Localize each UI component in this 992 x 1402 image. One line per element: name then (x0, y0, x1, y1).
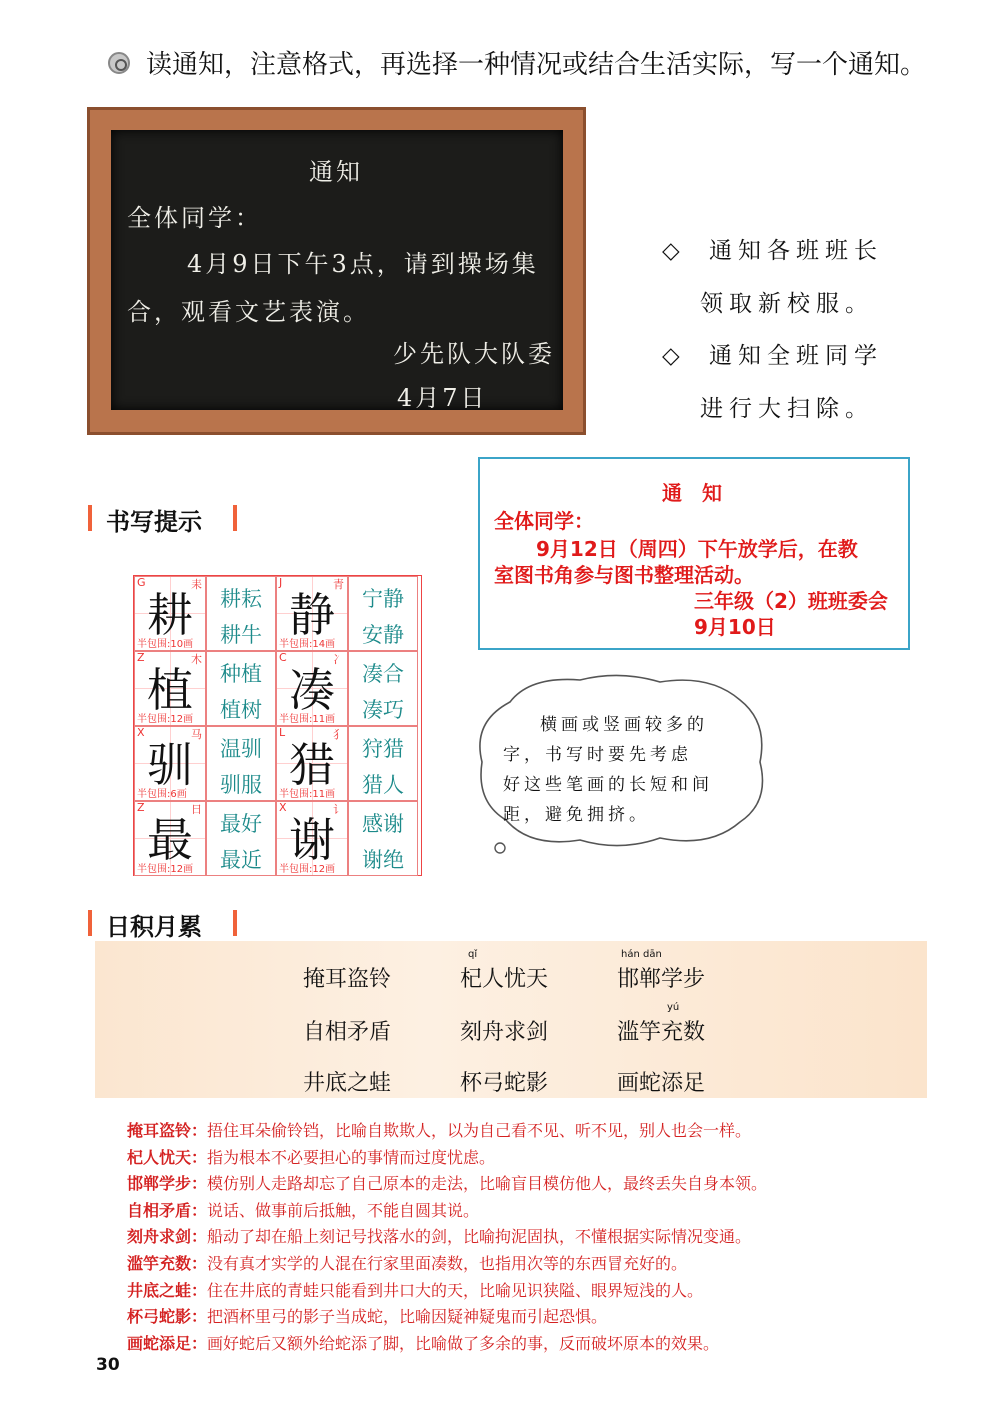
word: 耕耘 (220, 587, 262, 611)
word: 谢绝 (362, 848, 404, 872)
pinyin-initial: Z (137, 801, 145, 814)
pinyin-initial: L (279, 726, 286, 739)
idiom: 刻舟求剑 (460, 1020, 549, 1045)
tip-line2: 字，书写时要先考虑 (503, 745, 692, 765)
radical: 耒 (191, 578, 202, 591)
blackboard-surface (111, 130, 563, 410)
word-cell (348, 726, 418, 801)
word-cell (348, 801, 418, 876)
tip-line3: 好这些笔画的长短和间 (503, 775, 713, 795)
word: 种植 (220, 662, 262, 686)
pinyin-initial: X (279, 801, 287, 814)
idiom: 邯郸学步 (617, 967, 706, 992)
character-cell (134, 651, 206, 726)
character: 静 (289, 588, 335, 642)
word-cell (206, 651, 276, 726)
idiom-definition: 邯郸学步：模仿别人走路却忘了自己原本的走法，比喻盲目模仿他人，最终丢失自身本领。 (127, 1174, 768, 1194)
accumulation-title: 日积月累 (106, 913, 202, 941)
pinyin-initial: J (279, 576, 283, 589)
idiom: 自相矛盾 (303, 1020, 392, 1045)
section-bar-right (233, 910, 237, 936)
stroke-count: 半包围:12画 (137, 864, 194, 875)
pinyin-initial: Z (137, 651, 145, 664)
sample-notice-body-line1: 9月12日（周四）下午放学后，在教 (536, 537, 858, 561)
sample-notice-box (478, 457, 910, 650)
blackboard-body-line1: 4月9日下午3点，请到操场集 (187, 250, 539, 278)
idiom-definition: 自相矛盾：说话、做事前后抵触，不能自圆其说。 (127, 1200, 480, 1220)
idiom-definition: 杯弓蛇影：把酒杯里弓的影子当成蛇，比喻因疑神疑鬼而引起恐惧。 (127, 1307, 608, 1327)
word: 凑合 (362, 662, 404, 686)
task-2-line2: 进行大扫除。 (700, 396, 874, 422)
idiom: 掩耳盗铃 (303, 967, 392, 992)
word-cell (348, 651, 418, 726)
sample-notice-signature: 三年级（2）班班委会 (694, 589, 888, 613)
stroke-count: 半包围:11画 (279, 789, 336, 800)
word: 狩猎 (362, 737, 404, 761)
idiom-definition: 掩耳盗铃：捂住耳朵偷铃铛，比喻自欺欺人，以为自己看不见、听不见，别人也会一样。 (127, 1121, 752, 1140)
writing-tips-title: 书写提示 (106, 508, 202, 536)
radical: 讠 (333, 803, 344, 816)
idiom: 井底之蛙 (303, 1071, 392, 1096)
idiom-definition: 杞人忧天：指为根本不必要担心的事情而过度忧虑。 (127, 1147, 496, 1167)
blackboard-title: 通知 (309, 158, 363, 186)
idiom-pinyin: yú (667, 1002, 680, 1013)
idiom-definition: 画蛇添足：画好蛇后又额外给蛇添了脚，比喻做了多余的事，反而破坏原本的效果。 (127, 1333, 720, 1353)
character-cell (276, 651, 348, 726)
character-cell (276, 726, 348, 801)
blackboard-body-line2: 合，观看文艺表演。 (127, 298, 370, 326)
blackboard (87, 107, 586, 435)
tip-line1: 横画或竖画较多的 (540, 715, 708, 735)
character: 凑 (289, 663, 335, 717)
radical: 木 (191, 653, 202, 666)
section-bar-left (88, 910, 92, 936)
character-cell (276, 576, 348, 651)
radical: 犭 (333, 728, 344, 741)
character-grid (133, 575, 422, 876)
sample-notice-date: 9月10日 (694, 615, 776, 639)
instruction-text: 读通知，注意格式，再选择一种情况或结合生活实际，写一个通知。 (146, 50, 927, 80)
blackboard-date: 4月7日 (397, 384, 488, 412)
section-bullet-icon (108, 52, 130, 74)
pinyin-initial: C (279, 651, 287, 664)
idiom-definition: 刻舟求剑：船动了却在船上刻记号找落水的剑，比喻拘泥固执，不懂根据实际情况变通。 (127, 1227, 752, 1247)
task-1 (662, 232, 883, 265)
character-cell (134, 801, 206, 876)
idiom: 画蛇添足 (617, 1071, 706, 1096)
word-cell (206, 576, 276, 651)
sample-notice-body-line2: 室图书角参与图书整理活动。 (494, 563, 754, 587)
task-1-line1: 通知各班班长 (709, 238, 884, 264)
radical: 日 (191, 803, 202, 816)
stroke-count: 半包围:11画 (279, 714, 336, 725)
stroke-count: 半包围:6画 (137, 789, 187, 800)
idiom-pinyin: qǐ (468, 949, 478, 960)
word-cell (348, 576, 418, 651)
sample-notice-salutation: 全体同学： (494, 509, 594, 533)
word-cell (206, 801, 276, 876)
word: 凑巧 (362, 698, 404, 722)
idiom-pinyin: hán dān (621, 949, 662, 960)
word-cell (206, 726, 276, 801)
diamond-icon: ◇ (662, 238, 686, 264)
stroke-count: 半包围:12画 (279, 864, 336, 875)
idiom: 杯弓蛇影 (460, 1071, 549, 1096)
radical: 冫 (333, 653, 344, 666)
radical: 马 (191, 728, 202, 741)
pinyin-initial: X (137, 726, 145, 739)
character: 植 (147, 663, 193, 717)
blackboard-signature: 少先队大队委 (393, 340, 555, 368)
radical: 青 (333, 578, 344, 591)
character: 驯 (147, 738, 193, 792)
word: 驯服 (220, 773, 262, 797)
blackboard-salutation: 全体同学： (127, 204, 262, 232)
page-number: 30 (96, 1355, 120, 1375)
stroke-count: 半包围:12画 (137, 714, 194, 725)
word: 猎人 (362, 773, 404, 797)
idiom-definition: 井底之蛙：住在井底的青蛙只能看到井口大的天，比喻见识狭隘、眼界短浅的人。 (127, 1280, 704, 1300)
task-1-line2: 领取新校服。 (700, 291, 874, 317)
character: 谢 (289, 813, 335, 867)
word: 宁静 (362, 587, 404, 611)
idiom: 滥竽充数 (617, 1020, 706, 1045)
word: 植树 (220, 698, 262, 722)
section-bar-right (233, 505, 237, 531)
word: 耕牛 (220, 623, 262, 647)
section-bar-left (88, 505, 92, 531)
idiom-definition: 滥竽充数：没有真才实学的人混在行家里面凑数，也指用次等的东西冒充好的。 (127, 1254, 688, 1273)
character: 猎 (289, 738, 335, 792)
stroke-count: 半包围:14画 (279, 639, 336, 650)
word: 温驯 (220, 737, 262, 761)
character-cell (134, 726, 206, 801)
word: 感谢 (362, 812, 404, 836)
word: 最好 (220, 812, 262, 836)
sample-notice-title: 通 知 (662, 481, 722, 505)
tip-line4: 距，避免拥挤。 (503, 805, 650, 825)
character-cell (276, 801, 348, 876)
word: 最近 (220, 848, 262, 872)
character: 耕 (147, 588, 193, 642)
stroke-count: 半包围:10画 (137, 639, 194, 650)
character: 最 (147, 813, 193, 867)
task-2-line1: 通知全班同学 (709, 343, 884, 369)
pinyin-initial: G (137, 576, 146, 589)
task-2 (662, 337, 883, 370)
idiom: 杞人忧天 (460, 967, 549, 992)
word: 安静 (362, 623, 404, 647)
diamond-icon: ◇ (662, 343, 686, 369)
character-cell (134, 576, 206, 651)
